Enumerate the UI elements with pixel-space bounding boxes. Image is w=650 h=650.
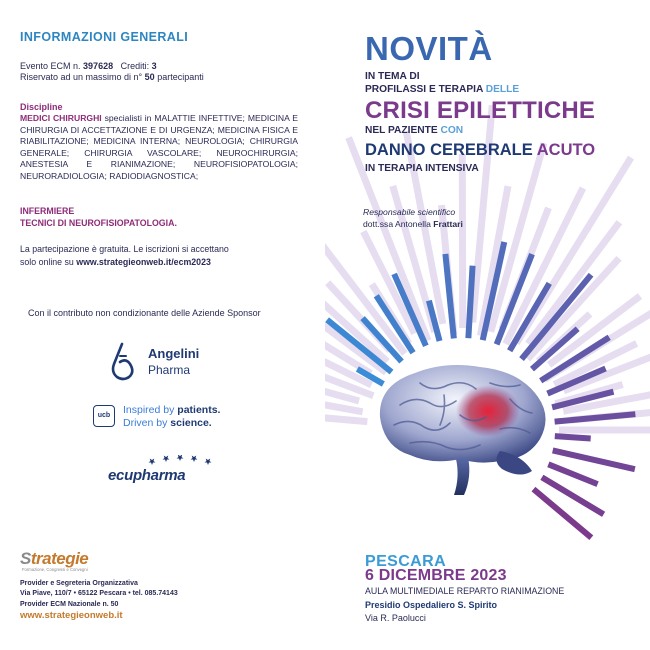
medici-chirurghi: MEDICI CHIRURGHI — [20, 113, 102, 123]
participation-online-label: solo online su — [20, 257, 74, 267]
strategie-logo-text: trategie — [30, 549, 89, 568]
title-line-2-text: PROFILASSI E TERAPIA — [365, 84, 483, 95]
ucb-tagline-1 — [123, 404, 220, 416]
ucb-tagline-1-text: Inspired by — [123, 404, 175, 416]
scientific-lead-title: dott.ssa Antonella — [363, 219, 431, 229]
scientific-lead-surname: Frattari — [433, 219, 463, 229]
title-line-3-highlight: CON — [440, 125, 464, 136]
title-line-1: IN TEMA DI — [365, 71, 420, 82]
title-crisi-epilettiche: CRISI EPILETTICHE — [365, 97, 596, 124]
angelini-name: Angelini — [148, 346, 200, 361]
title-danno-text: DANNO CEREBRALE — [365, 141, 533, 159]
reserved-suffix: partecipanti — [157, 72, 204, 82]
ecm-label: Evento ECM n. — [20, 61, 81, 71]
brain-icon — [360, 355, 565, 500]
reserved-label: Riservato ad un massimo di n° — [20, 72, 143, 82]
ucb-logo — [93, 404, 243, 434]
scientific-lead-name — [363, 219, 463, 229]
event-ecm-info — [20, 61, 204, 83]
ecm-line — [20, 61, 204, 72]
title-line-3 — [365, 125, 463, 136]
event-date: 6 DICEMBRE 2023 — [365, 567, 507, 584]
reserved-line — [20, 72, 204, 83]
title-novita: NOVITÀ — [365, 30, 493, 67]
event-venue-address: Via R. Paolucci — [365, 613, 426, 623]
reserved-number: 50 — [144, 72, 155, 82]
credits-label: Crediti: — [120, 61, 150, 71]
sponsors-title: Con il contributo non condizionante delle Aziende Sponsor — [28, 308, 261, 318]
ucb-mark-icon: ucb — [93, 405, 115, 427]
ray-bar-color — [553, 450, 635, 469]
event-venue-room: AULA MULTIMEDIALE REPARTO RIANIMAZIONE — [365, 586, 565, 596]
scientific-lead-label: Responsabile scientifico — [363, 207, 456, 217]
title-line-3-text: NEL PAZIENTE — [365, 125, 438, 136]
participation-info — [20, 243, 310, 269]
general-info-title: INFORMAZIONI GENERALI — [20, 30, 189, 44]
strategie-logo-s: S — [20, 549, 31, 568]
strategie-subtitle: Formazione, Congressi e Convegni — [22, 567, 88, 572]
ray-bar-color — [555, 414, 636, 421]
event-cover-panel — [325, 0, 650, 650]
infermiere-label: INFERMIERE — [20, 206, 75, 216]
provider-info — [20, 579, 220, 610]
participation-line-2 — [20, 256, 310, 269]
ray-bar-color — [468, 266, 472, 338]
ucb-tagline-2 — [123, 417, 212, 429]
title-danno-highlight: ACUTO — [536, 141, 596, 159]
disciplines-label: Discipline — [20, 102, 63, 112]
participation-line-1: La partecipazione è gratuita. Le iscrizioni si accettano — [20, 244, 229, 254]
provider-ecm: Provider ECM Nazionale n. 50 — [20, 600, 119, 608]
provider-line-1: Provider e Segreteria Organizzativa — [20, 580, 138, 587]
ucb-tagline-1-bold: patients. — [177, 404, 221, 416]
ucb-tagline-2-text: Driven by — [123, 417, 168, 429]
ecm-number: 397628 — [83, 61, 114, 71]
provider-address: Via Piave, 110/7 • 65122 Pescara • tel. 085.74143 — [20, 590, 178, 598]
strategie-logo — [20, 549, 88, 569]
event-city: PESCARA — [365, 553, 447, 570]
registration-link[interactable]: www.strategieonweb.it/ecm2023 — [76, 257, 211, 267]
disciplines-list: specialisti in MALATTIE INFETTIVE; MEDICINA E CHIRURGIA DI ACCETTAZIONE E DI URGENZA; MEDICINA FISICA E RIABILITAZIONE; MEDICINA INTERNA; NEUROLOGIA; CHIRURGIA GENERALE; CHIRURGIA VASCOLARE; NEUROCHIRURGIA; ANESTESIA E RIANIMAZIONE; NEUROFISIOPATOLOGIA; NEURORADIOLOGIA; RADIODIAGNOSTICA; — [20, 113, 298, 181]
disciplines-text — [20, 113, 298, 183]
organizer-website-link[interactable]: www.strategieonweb.it — [20, 610, 123, 621]
event-venue-hospital: Presidio Ospedaliero S. Spirito — [365, 600, 498, 610]
ecupharma-name: ecupharma — [108, 467, 186, 484]
title-line-4: IN TERAPIA INTENSIVA — [365, 163, 479, 174]
ecupharma-logo — [108, 455, 218, 489]
ucb-tagline-2-bold: science. — [170, 417, 212, 429]
ray-bar-color — [445, 254, 453, 338]
title-danno-cerebrale — [365, 141, 595, 160]
title-line-2-highlight: DELLE — [485, 84, 520, 95]
title-line-2 — [365, 84, 519, 95]
angelini-pharma-logo — [108, 342, 218, 382]
disciplines-extra — [20, 206, 177, 229]
angelini-pharma: Pharma — [148, 363, 191, 377]
angelini-mark-icon — [108, 342, 138, 382]
credits-number: 3 — [151, 61, 157, 71]
tecnici-label: TECNICI DI NEUROFISIOPATOLOGIA. — [20, 217, 177, 228]
